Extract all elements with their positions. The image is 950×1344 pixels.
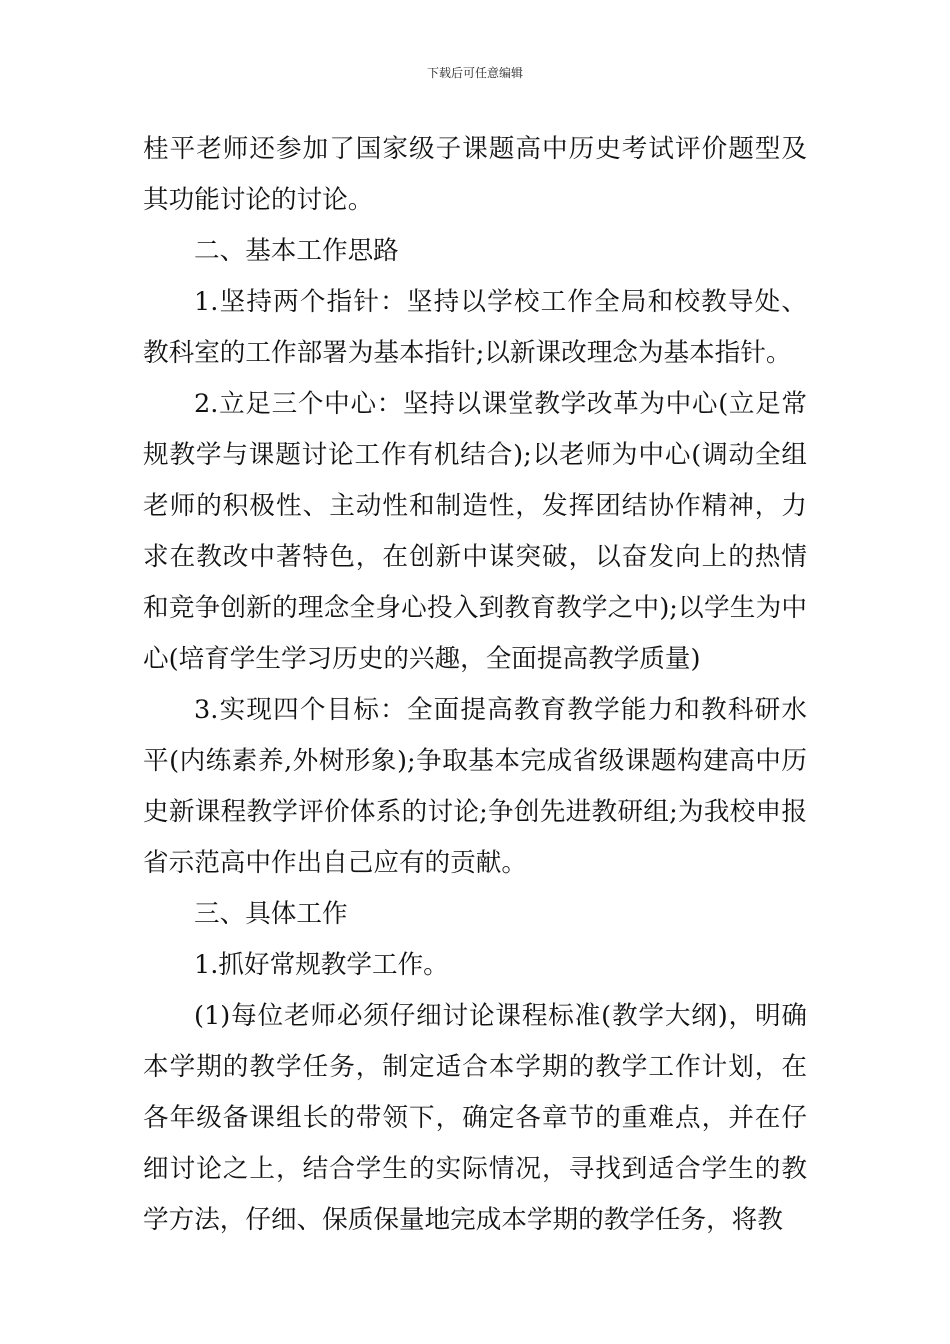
paragraph: (1)每位老师必须仔细讨论课程标准(教学大纲)，明确本学期的教学任务，制定适合本学期的教学工作计划，在各年级备课组长的带领下，确定各章节的重难点，并在仔细讨论之上，结合学生的实际情况，寻找到适合学生的教学方法，仔细、保质保量地完成本学期的教学任务，将教 <box>143 1001 807 1235</box>
paragraph: 桂平老师还参加了国家级子课题高中历史考试评价题型及其功能讨论的讨论。 <box>143 134 807 215</box>
subsection-heading: 1.抓好常规教学工作。 <box>194 950 449 980</box>
paragraph: 1.坚持两个指针：坚持以学校工作全局和校教导处、教科室的工作部署为基本指针;以新课改理念为基本指针。 <box>143 287 807 368</box>
document-body <box>143 124 807 1246</box>
section-heading: 二、基本工作思路 <box>194 236 399 266</box>
section-heading: 三、具体工作 <box>194 899 348 929</box>
page-header: 下载后可任意编辑 <box>426 66 523 80</box>
paragraph: 3.实现四个目标：全面提高教育教学能力和教科研水平(内练素养,外树形象);争取基本完成省级课题构建高中历史新课程教学评价体系的讨论;争创先进教研组;为我校申报省示范高中作出自己应有的贡献。 <box>143 695 807 878</box>
paragraph: 2.立足三个中心：坚持以课堂教学改革为中心(立足常规教学与课题讨论工作有机结合);以老师为中心(调动全组老师的积极性、主动性和制造性，发挥团结协作精神，力求在教改中著特色，在创新中谋突破，以奋发向上的热情和竞争创新的理念全身心投入到教育教学之中);以学生为中心(培育学生学习历史的兴趣，全面提高教学质量) <box>143 389 807 674</box>
